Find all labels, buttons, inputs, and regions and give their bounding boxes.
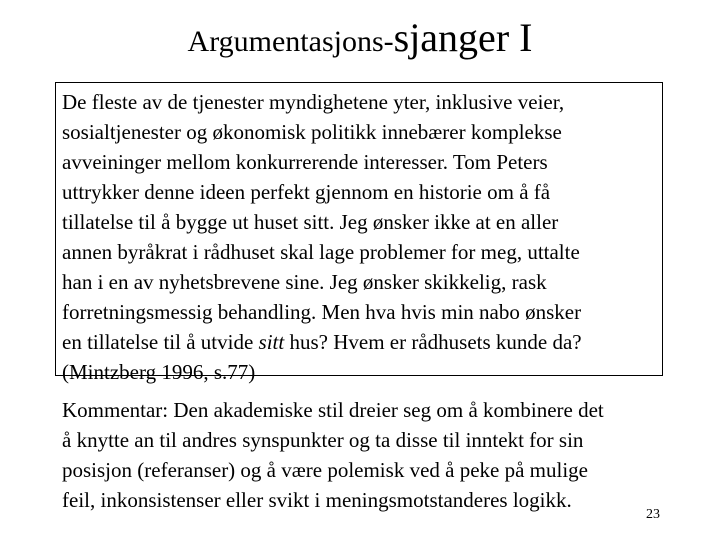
- quote-box: [55, 82, 663, 384]
- title-part-b: sjanger I: [393, 15, 533, 60]
- quote-line: annen byråkrat i rådhuset skal lage problemer for meg, uttalte: [62, 240, 580, 264]
- comment-line: posisjon (referanser) og å være polemisk ved å peke på mulige: [62, 458, 588, 482]
- quote-line: tillatelse til å bygge ut huset sitt. Jeg ønsker ikke at en aller: [62, 210, 559, 234]
- quote-line: sosialtjenester og økonomisk politikk innebærer komplekse: [62, 120, 562, 144]
- quote-line: han i en av nyhetsbrevene sine. Jeg ønsker skikkelig, rask: [62, 270, 547, 294]
- slide-title: [0, 15, 720, 60]
- page-number: 23: [646, 507, 660, 522]
- comment-paragraph: [62, 395, 692, 515]
- comment-line: Kommentar: Den akademiske stil dreier seg om å kombinere det: [62, 398, 604, 422]
- quote-line9-after: hus? Hvem er rådhusets kunde da?: [284, 330, 582, 354]
- comment-line: feil, inkonsistenser eller svikt i meningsmotstanderes logikk.: [62, 488, 572, 512]
- quote-line: [62, 327, 656, 357]
- quote-citation: (Mintzberg 1996, s.77): [62, 360, 256, 384]
- quote-emphasis-word: sitt: [258, 330, 285, 354]
- quote-line: uttrykker denne ideen perfekt gjennom en historie om å få: [62, 180, 551, 204]
- title-part-a: Argumentasjons-: [187, 25, 394, 58]
- quote-line9-before: en tillatelse til å utvide: [62, 330, 259, 354]
- quote-line: avveininger mellom konkurrerende interesser. Tom Peters: [62, 150, 548, 174]
- comment-line: å knytte an til andres synspunkter og ta disse til inntekt for sin: [62, 428, 584, 452]
- quote-line: forretningsmessig behandling. Men hva hvis min nabo ønsker: [62, 300, 582, 324]
- quote-line: De fleste av de tjenester myndighetene yter, inklusive veier,: [62, 90, 565, 114]
